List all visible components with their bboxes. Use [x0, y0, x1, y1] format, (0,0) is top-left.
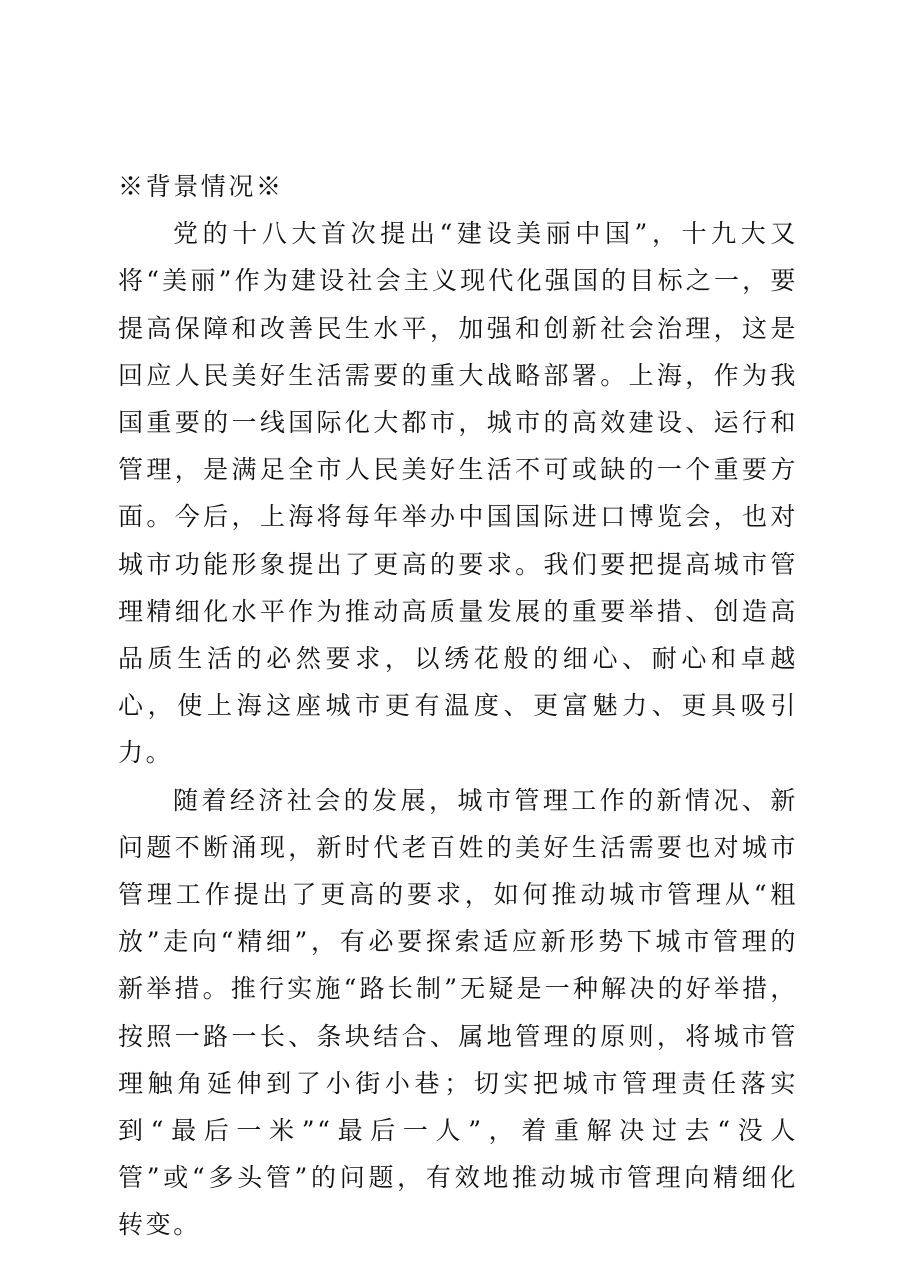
paragraph-2: 随着经济社会的发展，城市管理工作的新情况、新问题不断涌现，新时代老百姓的美好生活需要也对城市管理工作提出了更高的要求，如何推动城市管理从“粗放”走向“精细”，有必要探索适应新形势下城市管理的新举措。推行实施“路长制”无疑是一种解决的好举措，按照一路一长、条块结合、属地管理的原则，将城市管理触角延伸到了小街小巷；切实把城市管理责任落实到“最后一米”“最后一人”，着重解决过去“没人管”或“多头管”的问题，有效地推动城市管理向精细化转变。 — [118, 785, 798, 1240]
document-body — [118, 163, 798, 1249]
paragraph-1: 党的十八大首次提出“建设美丽中国”，十九大又将“美丽”作为建设社会主义现代化强国的目标之一，要提高保障和改善民生水平，加强和创新社会治理，这是回应人民美好生活需要的重大战略部署。上海，作为我国重要的一线国际化大都市，城市的高效建设、运行和管理，是满足全市人民美好生活不可或缺的一个重要方面。今后，上海将每年举办中国国际进口博览会，也对城市功能形象提出了更高的要求。我们要把提高城市管理精细化水平作为推动高质量发展的重要举措、创造高品质生活的必然要求，以绣花般的细心、耐心和卓越心，使上海这座城市更有温度、更富魅力、更具吸引力。 — [118, 219, 798, 768]
section-heading: ※背景情况※ — [118, 172, 284, 201]
